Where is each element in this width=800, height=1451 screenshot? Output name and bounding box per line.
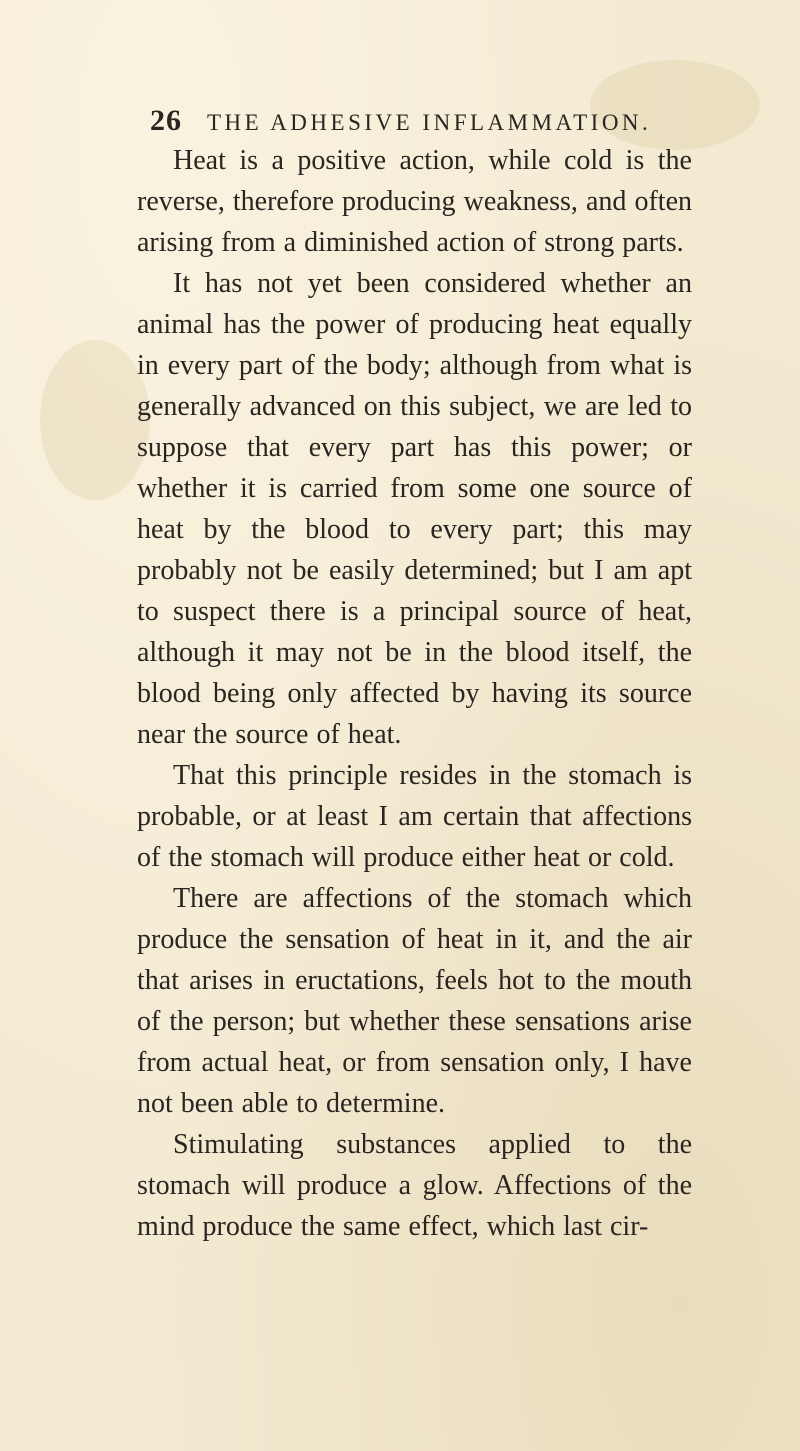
page-header bbox=[150, 104, 790, 144]
paragraph: There are affections of the stomach which produce the sensation of heat in it, and the air that arises in eructations, feels hot to the mouth of the person; but whether these sensations arise from actual heat, or from sensation only, I have not been able to determine. bbox=[137, 883, 692, 1119]
paragraph: It has not yet been considered whether an animal has the power of producing heat equally in every part of the body; although from what is generally advanced on this subject, we are led to suppose that every part has this power; or whether it is carried from some one source of heat by the blood to every part; this may probably not be easily determined; but I am apt to suspect there is a principal source of heat, although it may not be in the blood itself, the blood being only affected by having its source near the source of heat. bbox=[137, 268, 692, 750]
paragraph: Heat is a positive action, while cold is the reverse, therefore producing weakness, and often arising from a diminished action of strong parts. bbox=[137, 145, 692, 258]
paragraph: That this principle resides in the stomach is probable, or at least I am certain that affections of the stomach will produce either heat or cold. bbox=[137, 760, 692, 873]
page-number: 26 bbox=[150, 104, 182, 137]
body-text bbox=[137, 140, 692, 1247]
paper-stain bbox=[40, 340, 150, 500]
paragraph: Stimulating substances applied to the stomach will produce a glow. Affections of the mind produce the same effect, which last cir- bbox=[137, 1129, 692, 1242]
running-title: THE ADHESIVE INFLAMMATION. bbox=[207, 110, 652, 135]
